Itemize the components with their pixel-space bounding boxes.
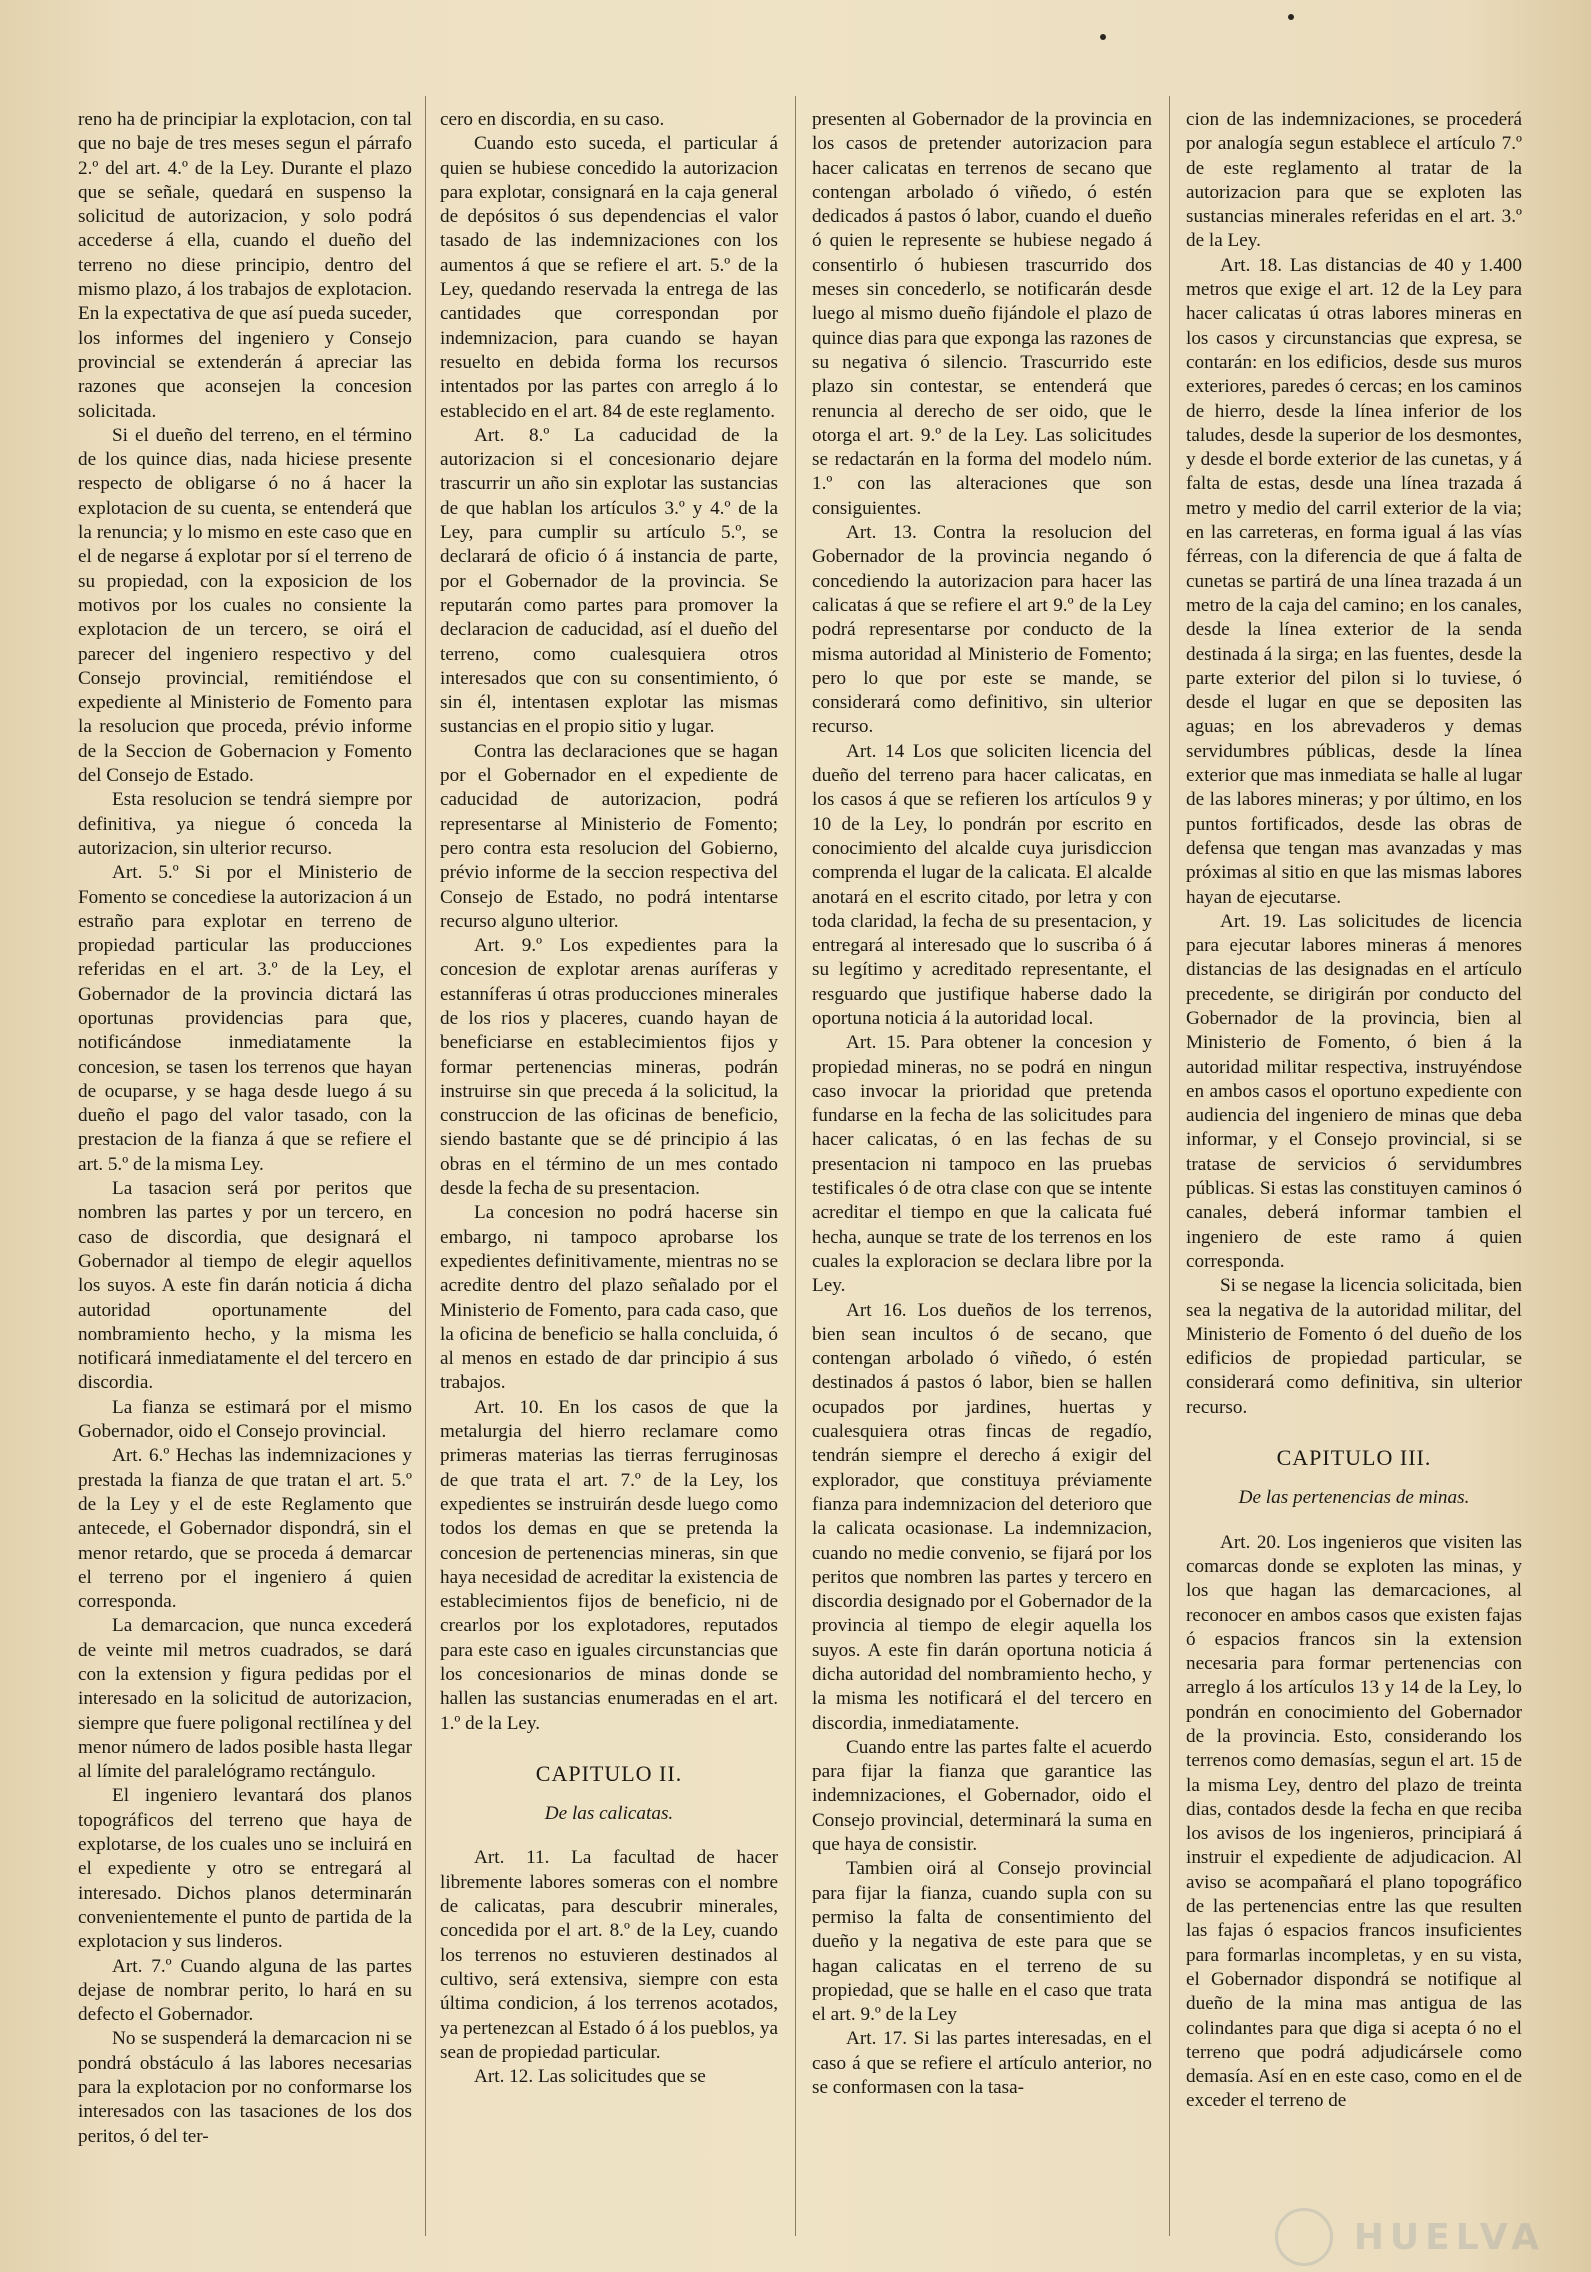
article-paragraph: La demarcacion, que nunca excederá de veinte mil metros cuadrados, se dará con la extension y figura pedidas por el interesado en la solicitud de autorizacion, siempre que fuere poligonal rectilínea y del menor número de lados posible hasta llegar al límite del paralelógramo rectángulo. [78, 1615, 412, 1783]
article-paragraph: Art. 9.º Los expedientes para la concesion de explotar arenas auríferas y estanníferas ú otras producciones minerales de los rios y placeres, cuando hayan de beneficiarse en establecimientos fijos y formar pertenencias mineras, podrán instruirse sin que preceda á la solicitud, la construccion de las oficinas de beneficio, siendo bastante que se dé principio á las obras en el término de un mes contado desde la fecha de su presentacion. [440, 935, 778, 1200]
library-seal-icon [1275, 2208, 1333, 2266]
article-paragraph: El ingeniero levantará dos planos topográficos del terreno que haya de explotarse, de los cuales uno se incluirá en el expediente y otro se entregará al interesado. Dichos planos determinarán convenientemente el punto de partida de la explotacion y sus linderos. [78, 1785, 412, 1953]
chapter-heading: CAPITULO II. [535, 1760, 683, 1786]
column-rule [425, 96, 426, 2236]
chapter-heading: CAPITULO III. [1276, 1445, 1432, 1471]
chapter-subtitle: De las calicatas. [544, 1803, 674, 1825]
article-paragraph: Art. 20. Los ingenieros que visiten las comarcas donde se exploten las minas, y los que hagan las demarcaciones, al reconocer en ambos casos que existen fajas ó espacios francos sin la extension necesaria para formar pertenencias con arreglo á los artículos 13 y 14 de la Ley, lo pondrán en conocimiento del Gobernador de la provincia. Esto, considerando los terrenos como demasías, segun el art. 15 de la misma Ley, dentro del plazo de treinta dias, contados desde la fecha en que reciba los avisos de los ingenieros, principiará á instruir el expediente de adjudicacion. Al aviso se acompañará el plano topográfico de las pertenencias entre las que resulten las fajas ó espacios francos insuficientes para formarlas incompletas, y en su vista, el Gobernador dispondrá se notifique al dueño de la mina mas antigua de las colindantes para que diga si acepta ó no el terreno que podrá adjudicársele como demasía. Así en en este caso, como en el de exceder el terreno de [1186, 1531, 1522, 2112]
article-paragraph: No se suspenderá la demarcacion ni se pondrá obstáculo á las labores necesarias para la explotacion por no conformarse los interesados con las tasaciones de los dos peritos, ó del ter- [78, 2028, 412, 2147]
article-paragraph: Art. 13. Contra la resolucion del Gobernador de la provincia negando ó concediendo la autorizacion para hacer las calicatas á que se refiere el art 9.º de la Ley podrá representarse por conducto de la misma autoridad al Ministerio de Fomento; pero lo que por este se mande, se considerará como definitivo, sin ulterior recurso. [812, 522, 1152, 738]
article-paragraph: cion de las indemnizaciones, se procederá por analogía segun establece el artículo 7.º de este reglamento al tratar de la autorizacion para que se exploten las sustancias minerales referidas en el art. 3.º de la Ley. [1186, 109, 1522, 252]
ink-speck [1100, 34, 1106, 40]
chapter-subtitle: De las pertenencias de minas. [1238, 1487, 1470, 1509]
article-paragraph: Art. 5.º Si por el Ministerio de Fomento se concediese la autorizacion á un estraño para explotar en terreno de propiedad particular las producciones referidas en el art. 3.º de la Ley, el Gobernador de la provincia dictará las oportunas providencias para que, notificándose inmediatamente la concesion, se tasen los terrenos que hayan de ocuparse, y se haga desde luego á su dueño el pago del valor tasado, con la prestacion de la fianza á que se refiere el art. 5.º de la misma Ley. [78, 862, 412, 1175]
article-paragraph: Art. 18. Las distancias de 40 y 1.400 metros que exige el art. 12 de la Ley para hacer calicatas ú otras labores mineras en los casos y circunstancias que expresa, se contarán: en los edificios, desde sus muros exteriores, paredes ó cercas; en los caminos de hierro, desde la línea inferior de los taludes, desde la superior de los desmontes, y desde el borde exterior de las cunetas, y á falta de estas, desde una línea trazada á metro y medio del carril exterior de la via; en las carreteras, en forma igual á las vías férreas, con la diferencia de que á falta de cunetas se partirá de una línea trazada á un metro de la caja del camino; en los canales, desde la línea exterior de la senda destinada á la sirga; en las fuentes, desde la parte exterior del pilon si lo tuviese, ó desde el lugar en que se depositen las aguas; en los abrevaderos y demas servidumbres públicas, desde la línea exterior que mas inmediata se halle al lugar de las labores mineras; y por último, en los puntos fortificados, desde las obras de defensa que tengan mas avanzadas y mas próximas al sitio en que las mismas labores hayan de ejecutarse. [1186, 254, 1522, 908]
article-paragraph: Art. 17. Si las partes interesadas, en el caso á que se refiere el artículo anterior, no se conformasen con la tasa- [812, 2028, 1152, 2099]
column-rule [795, 96, 796, 2236]
column-rule [1169, 96, 1170, 2236]
article-paragraph: Art 16. Los dueños de los terrenos, bien sean incultos ó de secano, que contengan arbolado ó viñedo, ó estén destinados á pastos ó labor, bien se hallen ocupados por jardines, huertas y cualesquiera otras fincas de regadío, tendrán siempre el derecho á exigir del explorador, que constituya préviamente fianza para indemnizacion del deterioro que la calicata ocasionase. La indemnizacion, cuando no medie convenio, se fijará por los peritos que nombren las partes y tercero en discordia designado por el Gobernador de la provincia al tiempo de elegir aquella los suyos. A este fin darán oportuna noticia á dicha autoridad del nombramiento hecho, y la misma les notificará el del tercero en discordia, inmediatamente. [812, 1299, 1152, 1734]
article-paragraph: Cuando esto suceda, el particular á quien se hubiese concedido la autorizacion para explotar, consignará en la caja general de depósitos ó sus dependencias el valor tasado de las indemnizaciones con los aumentos á que se refiere el art. 5.º de la Ley, quedando reservada la entrega de las cantidades que correspondan por indemnizacion, para cuando se hayan resuelto en debida forma los recursos intentados por las partes con arreglo á lo establecido en el art. 84 de este reglamento. [440, 133, 778, 422]
text-column-3 [812, 108, 1152, 2100]
article-paragraph: Tambien oirá al Consejo provincial para fijar la fianza, cuando supla con su permiso la falta de consentimiento del dueño y la negativa de este para que se hagan calicatas en el terreno de su propiedad, que se halle en el caso que trata el art. 9.º de la Ley [812, 1858, 1152, 2026]
article-paragraph: Art. 8.º La caducidad de la autorizacion si el concesionario dejare trascurrir un año sin explotar las sustancias de que hablan los artículos 3.º y 4.º de la Ley, para cumplir su artículo 5.º, se declarará de oficio ó á instancia de parte, por el Gobernador de la provincia. Se reputarán como partes para promover la declaracion de caducidad, así el dueño del terreno, como cualesquiera otros interesados que con su consentimiento, ó sin él, intentasen explotar las mismas sustancias en el propio sitio y lugar. [440, 424, 778, 738]
watermark: HUELVA [1353, 2217, 1545, 2258]
article-paragraph: La fianza se estimará por el mismo Gobernador, oido el Consejo provincial. [78, 1396, 412, 1443]
article-paragraph: Art. 19. Las solicitudes de licencia para ejecutar labores mineras á menores distancias de las designadas en el artículo precedente, se dirigirán por conducto del Gobernador de la provincia, bien al Ministerio de Fomento, ó bien á la autoridad militar respectiva, instruyéndose en ambos casos el oportuno expediente con audiencia del ingeniero de minas que deba informar, y el Consejo provincial, si se tratase de servicios ó servidumbres públicas. Si estas las constituyen caminos ó canales, deberá informar tambien el ingeniero de este ramo á quien corresponda. [1186, 910, 1522, 1272]
article-paragraph: La concesion no podrá hacerse sin embargo, ni tampoco aprobarse los expedientes definitivamente, mientras no se acredite dentro del plazo señalado por el Ministerio de Fomento, para cada caso, que la oficina de beneficio se halla concluida, ó al menos en estado de dar principio á sus trabajos. [440, 1202, 778, 1394]
article-paragraph: Art. 15. Para obtener la concesion y propiedad mineras, no se podrá en ningun caso invocar la prioridad que pretenda fundarse en la fecha de las solicitudes para hacer calicatas, ó en las fechas de su presentacion ni tampoco en las pruebas testificales ó de otra clase con que se intente acreditar el tiempo en que la calicata fué hecha, aunque se trate de los terrenos en los cuales la exploracion se declara libre por la Ley. [812, 1032, 1152, 1297]
article-paragraph: Art. 7.º Cuando alguna de las partes dejase de nombrar perito, lo hará en su defecto el Gobernador. [78, 1955, 412, 2026]
article-paragraph: La tasacion será por peritos que nombren las partes y por un tercero, en caso de discordia, que designará el Gobernador al tiempo de elegir aquellos los suyos. A este fin darán noticia á dicha autoridad oportunamente del nombramiento hecho, y la misma les notificará inmediatamente el del tercero en discordia. [78, 1178, 412, 1394]
article-paragraph: cero en discordia, en su caso. [440, 109, 665, 130]
article-paragraph: Art. 11. La facultad de hacer libremente labores someras con el nombre de calicatas, para descubrir minerales, concedida por el art. 8.º de la Ley, cuando los terrenos no estuvieren destinados al cultivo, será extensiva, siempre con esta última condicion, á los terrenos acotados, ya pertenezcan al Estado ó á los pueblos, ya sean de propiedad particular. [440, 1847, 778, 2063]
article-paragraph: Art. 6.º Hechas las indemnizaciones y prestada la fianza de que tratan el art. 5.º de la Ley y el de este Reglamento que antecede, el Gobernador dispondrá, sin el menor retardo, que se proceda á demarcar el terreno por el ingeniero á quien corresponda. [78, 1445, 412, 1613]
article-paragraph: Esta resolucion se tendrá siempre por definitiva, ya niegue ó conceda la autorizacion, sin ulterior recurso. [78, 789, 412, 859]
article-paragraph: reno ha de principiar la explotacion, con tal que no baje de tres meses segun el párrafo 2.º del art. 4.º de la Ley. Durante el plazo que se señale, quedará en suspenso la solicitud de autorizacion, y solo podrá accederse á ella, cuando el dueño del terreno no diese principio, dentro del mismo plazo, á los trabajos de explotacion. En la expectativa de que así pueda suceder, los informes del ingeniero y Consejo provincial se extenderán á apreciar las razones que aconsejen la concesion solicitada. [78, 109, 412, 422]
text-column-1 [78, 108, 412, 2149]
article-paragraph: Si el dueño del terreno, en el término de los quince dias, nada hiciese presente respecto de obligarse ó no á hacer la explotacion de su cuenta, se entenderá que la renuncia; y lo mismo en este caso que en el de negarse á explotar por sí el terreno de su propiedad, con la exposicion de los motivos por los cuales no consiente la explotacion de un tercero, se oirá el parecer del ingeniero respectivo y del Consejo provincial, remitiéndose el expediente al Ministerio de Fomento para la resolucion que proceda, prévio informe de la Seccion de Gobernacion y Fomento del Consejo de Estado. [78, 424, 412, 787]
article-paragraph: Art. 10. En los casos de que la metalurgia del hierro reclamare como primeras materias las tierras ferruginosas de que trata el art. 7.º de la Ley, los expedientes se instruirán desde luego como todos los demas en que se pretenda la concesion de pertenencias mineras, sin que haya necesidad de acreditar la existencia de establecimientos fijos de beneficio, ni de crearlos por los explotadores, reputados para este caso en iguales circunstancias que los concesionarios de minas donde se hallen las sustancias enumeradas en el art. 1.º de la Ley. [440, 1396, 778, 1734]
article-paragraph: presenten al Gobernador de la provincia en los casos de pretender autorizacion para hacer calicatas en terrenos de secano que contengan arbolado ó viñedo, ó estén dedicados á pastos ó labor, cuando el dueño ó quien le represente se hubiese negado á consentirlo ó hubiesen trascurrido dos meses sin concederlo, se notificarán desde luego al mismo dueño fijándole el plazo de quince dias para que exponga las razones de su negativa ó silencio. Trascurrido este plazo sin contestar, se entenderá que renuncia al derecho de ser oido, que le otorga el art. 9.º de la Ley. Las solicitudes se redactarán en la forma del modelo núm. 1.º con las alteraciones que son consiguientes. [812, 109, 1152, 519]
ink-speck [1288, 14, 1294, 20]
article-paragraph: Art. 12. Las solicitudes que se [474, 2066, 706, 2088]
article-paragraph: Si se negase la licencia solicitada, bien sea la negativa de la autoridad militar, del Ministerio de Fomento ó del dueño de los edificios de propiedad particular, se considerará como definitiva, sin ulterior recurso. [1186, 1275, 1522, 1418]
text-column-4 [1186, 108, 1522, 2114]
text-column-2 [440, 108, 778, 2089]
article-paragraph: Contra las declaraciones que se hagan por el Gobernador en el expediente de caducidad de autorizacion, podrá representarse al Ministerio de Fomento; pero contra esta resolucion del Gobierno, prévio informe de la seccion respectiva del Consejo de Estado, no podrá intentarse recurso alguno ulterior. [440, 740, 778, 932]
article-paragraph: Cuando entre las partes falte el acuerdo para fijar la fianza que garantice las indemnizaciones, el Gobernador, oido el Consejo provincial, determinará la suma en que haya de consistir. [812, 1736, 1152, 1856]
article-paragraph: Art. 14 Los que soliciten licencia del dueño del terreno para hacer calicatas, en los casos á que se refieren los artículos 9 y 10 de la Ley, lo pondrán por escrito en conocimiento del alcalde cuya jurisdiccion comprenda el lugar de la calicata. El alcalde anotará en el escrito citado, por letra y con toda claridad, la fecha de su presentacion, y entregará al interesado que lo suscriba ó á su legítimo y acreditado representante, el resguardo que justifique haberse dado la oportuna noticia á la autoridad local. [812, 740, 1152, 1029]
